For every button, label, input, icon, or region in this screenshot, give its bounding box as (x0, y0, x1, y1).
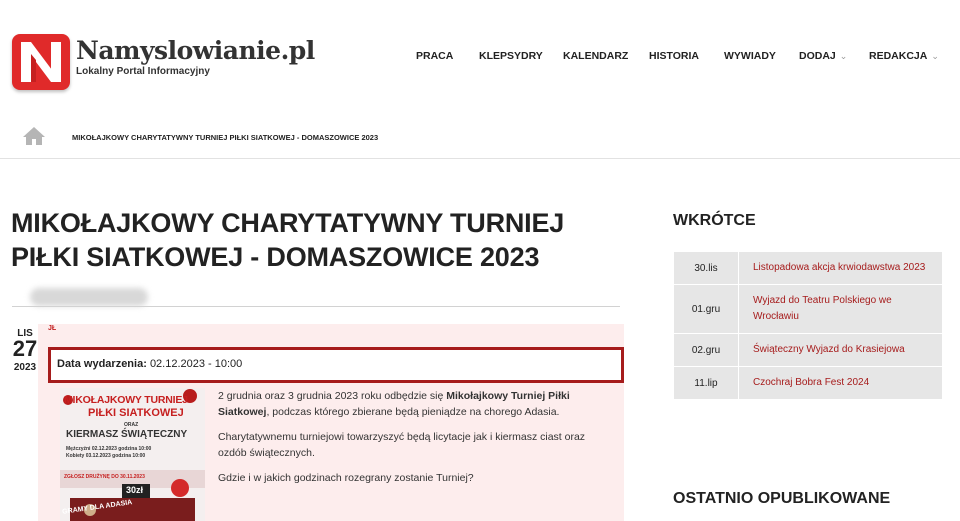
poster-info1: Mężczyźni 02.12.2023 godzina 10:00 (66, 446, 152, 452)
nav-item-klepsydry[interactable] (479, 50, 543, 62)
author-initials[interactable]: JŁ (48, 325, 57, 332)
event-date: 30.lis (674, 252, 739, 284)
article-content (218, 388, 613, 495)
event-row (674, 252, 942, 285)
site-tagline: Lokalny Portal Informacyjny (76, 66, 210, 77)
event-date-label: Data wydarzenia: (57, 358, 147, 370)
nav-item-praca[interactable] (416, 50, 453, 62)
nav-item-kalendarz[interactable] (563, 50, 628, 62)
chevron-down-icon: ⌄ (839, 51, 848, 61)
paragraph-bold: Mikołajkowy Turniej Piłki Siatkowej (218, 390, 570, 418)
upcoming-heading: WKRÓTCE (673, 212, 756, 229)
nav-label: KLEPSYDRY (479, 50, 543, 62)
poster-info3: ZGŁOSZ DRUŻYNĘ DO 30.11.2023 (64, 474, 145, 480)
poster-line3: KIERMASZ ŚWIĄTECZNY (66, 429, 188, 440)
paragraph: Charytatywnemu turniejowi towarzyszyć będą licytacje jak i kiermasz ciast oraz ozdób świątecznych. (218, 431, 586, 459)
event-row (674, 334, 942, 367)
poster-info2: Kobiety 03.12.2023 godzina 10:00 (66, 453, 146, 459)
nav-label: HISTORIA (649, 50, 699, 62)
event-link[interactable]: Wyjazd do Teatru Polskiego we Wrocławiu (753, 295, 892, 322)
home-icon[interactable] (22, 126, 46, 146)
event-date: 02.gru (674, 334, 739, 366)
paragraph-text: , podczas którego zbierane będą pieniądze na chorego Adasia. (266, 406, 560, 418)
author-blurred (30, 288, 148, 306)
event-date-text (57, 358, 242, 370)
event-date: 11.lip (674, 367, 739, 399)
poster-oraz: ORAZ (124, 422, 139, 428)
nav-label: REDAKCJA (869, 50, 928, 62)
event-poster-image[interactable] (60, 388, 205, 521)
event-link[interactable]: Czochraj Bobra Fest 2024 (753, 377, 870, 388)
poster-footer: GRAMY DLA ADASIA (61, 499, 133, 516)
paragraph (218, 388, 613, 420)
site-name[interactable]: Namyslowianie.pl (76, 36, 315, 65)
poster-line2: PIŁKI SIATKOWEJ (88, 407, 184, 419)
post-date (12, 324, 38, 373)
post-date-month: LIS (17, 328, 33, 339)
event-row (674, 285, 942, 334)
post-date-year: 2023 (13, 362, 37, 373)
nav-item-wywiady[interactable] (724, 50, 776, 62)
recent-heading: OSTATNIO OPUBLIKOWANE (673, 490, 891, 507)
nav-item-redakcja[interactable] (869, 50, 939, 62)
nav-item-dodaj[interactable] (799, 50, 847, 62)
article-title: MIKOŁAJKOWY CHARYTATYWNY TURNIEJ PIŁKI SIATKOWEJ - DOMASZOWICE 2023 (11, 208, 565, 272)
nav-label: WYWIADY (724, 50, 776, 62)
poster-price: 30zł (126, 485, 144, 495)
logo-n-icon (12, 34, 70, 90)
breadcrumb-current: MIKOŁAJKOWY CHARYTATYWNY TURNIEJ PIŁKI SIATKOWEJ - DOMASZOWICE 2023 (72, 133, 379, 142)
nav-label: PRACA (416, 50, 454, 62)
nav-label: DODAJ (799, 50, 836, 62)
site-logo[interactable] (12, 34, 70, 90)
site-header (0, 0, 960, 112)
post-date-day: 27 (12, 336, 38, 361)
event-date-box (48, 347, 624, 383)
poster-line1: MIKOŁAJKOWY TURNIEJ (64, 394, 188, 406)
upcoming-events-table (674, 252, 942, 400)
nav-item-historia[interactable] (649, 50, 699, 62)
event-date: 01.gru (674, 285, 739, 333)
chevron-down-icon: ⌄ (931, 51, 939, 61)
nav-label: KALENDARZ (563, 50, 629, 62)
paragraph-text: 2 grudnia oraz 3 grudnia 2023 roku odbędzie się (218, 390, 447, 402)
event-link[interactable]: Świąteczny Wyjazd do Krasiejowa (753, 344, 905, 355)
event-date-value: 02.12.2023 - 10:00 (149, 358, 243, 370)
paragraph: Gdzie i w jakich godzinach rozegrany zostanie Turniej? (218, 472, 474, 484)
divider (12, 306, 620, 307)
event-row (674, 367, 942, 400)
event-link[interactable]: Listopadowa akcja krwiodawstwa 2023 (753, 262, 926, 273)
